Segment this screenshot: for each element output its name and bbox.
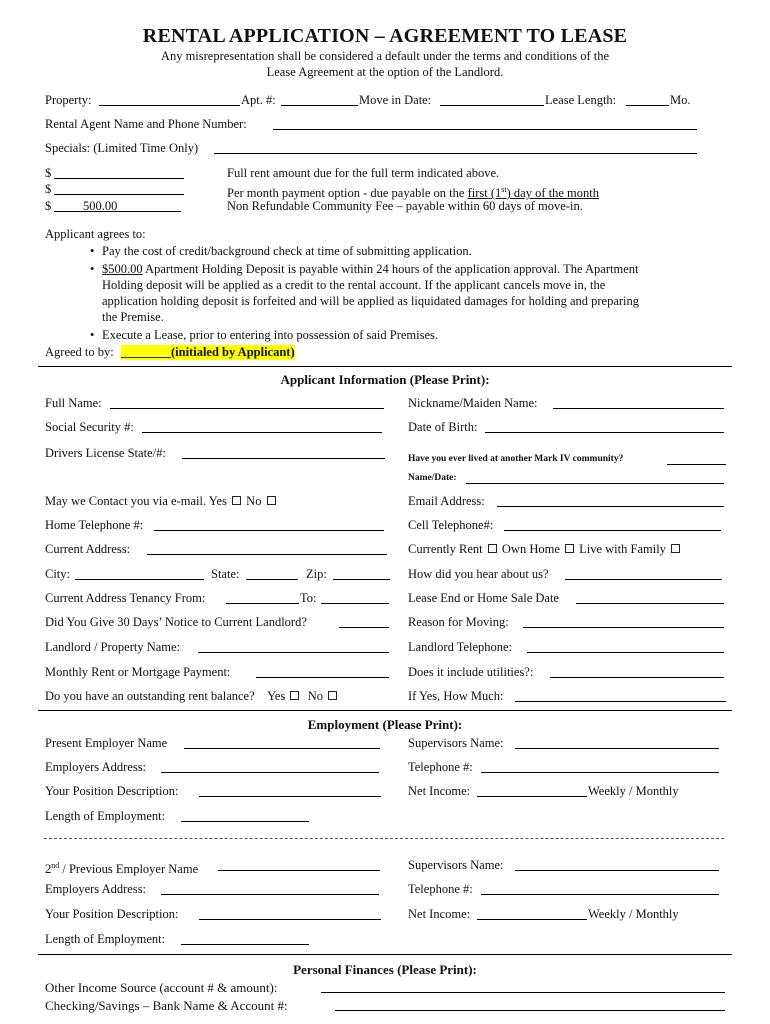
net-income-label-1: Net Income: (408, 784, 471, 798)
subtitle-line-2: Lease Agreement at the option of the Landlord. (266, 65, 504, 79)
st-superscript: st (501, 185, 507, 194)
notice-question: Did You Give 30 Days’ Notice to Current Landlord? (45, 615, 307, 629)
employer-telephone-label-1: Telephone #: (408, 760, 473, 774)
apt-label: Apt. #: (241, 93, 276, 107)
nickname-label: Nickname/Maiden Name: (408, 396, 538, 410)
bullet-2-line-3: application holding deposit is forfeited and will be applied as liquidated damages for holding and preparing (102, 294, 640, 308)
bullet-2-line-1 (102, 262, 638, 277)
position-label-1: Your Position Description: (45, 784, 179, 798)
nickname-field[interactable] (553, 396, 724, 409)
length-employment-label-2: Length of Employment: (45, 932, 166, 946)
section-divider-2 (38, 710, 732, 711)
tenancy-from-label: Current Address Tenancy From: (45, 591, 206, 605)
move-in-label: Move in Date: (359, 93, 432, 107)
per-month-prefix: Per month payment option - due payable on the (227, 186, 468, 201)
checking-savings-label: Checking/Savings – Bank Name & Account #: (45, 998, 288, 1013)
name-date-label: Name/Date: (408, 473, 457, 483)
weekly-monthly-1[interactable]: Weekly / Monthly (588, 784, 679, 798)
bullet-1-dot: • (90, 244, 95, 258)
ssn-label: Social Security #: (45, 420, 134, 434)
outstanding-yes-label: Yes (267, 689, 286, 703)
length-employment-field-2[interactable] (181, 932, 309, 945)
landlord-phone-field[interactable] (527, 640, 724, 653)
landlord-phone-label: Landlord Telephone: (408, 640, 513, 654)
rental-agent-field[interactable] (273, 117, 697, 130)
agreed-by-label: Agreed to by: (45, 345, 114, 359)
bullet-2-line-2: Holding deposit will be applied as a credit to the rental account. If the applicant cancels move in, the (102, 278, 606, 292)
landlord-name-field[interactable] (198, 640, 389, 653)
community-fee-field[interactable] (54, 199, 181, 212)
applicant-info-heading: Applicant Information (Please Print): (280, 372, 490, 387)
supervisor-label-1: Supervisors Name: (408, 736, 504, 750)
length-employment-field-1[interactable] (181, 809, 309, 822)
prev-employer-text: / Previous Employer Name (59, 862, 199, 877)
zip-field[interactable] (333, 567, 390, 580)
how-much-field[interactable] (515, 689, 726, 702)
section-divider-1 (38, 366, 732, 367)
outstanding-text: Do you have an outstanding rent balance? (45, 689, 255, 703)
reason-label: Reason for Moving: (408, 615, 509, 629)
rental-agent-label: Rental Agent Name and Phone Number: (45, 117, 247, 131)
supervisor-field-1[interactable] (515, 736, 719, 749)
how-hear-label: How did you hear about us? (408, 567, 549, 581)
tenancy-to-field[interactable] (321, 591, 389, 604)
email-field[interactable] (497, 494, 724, 507)
dollar-sign-2: $ (45, 182, 52, 196)
own-home-checkbox[interactable] (565, 544, 574, 553)
how-hear-field[interactable] (565, 567, 722, 580)
city-field[interactable] (75, 567, 204, 580)
length-employment-label-1: Length of Employment: (45, 809, 166, 823)
home-phone-label: Home Telephone #: (45, 518, 144, 532)
subtitle-line-1: Any misrepresentation shall be considered a default under the terms and conditions of the (160, 49, 610, 63)
finances-heading: Personal Finances (Please Print): (293, 962, 477, 977)
home-phone-field[interactable] (154, 518, 384, 531)
name-date-field[interactable] (466, 471, 724, 484)
net-income-field-2[interactable] (477, 907, 587, 920)
employer-telephone-field-2[interactable] (481, 882, 719, 895)
community-fee-value: 500.00 (83, 199, 118, 213)
employer-address-field-1[interactable] (161, 760, 379, 773)
dob-label: Date of Birth: (408, 420, 478, 434)
ssn-field[interactable] (142, 420, 382, 433)
email-label: Email Address: (408, 494, 485, 508)
lease-length-label: Lease Length: (545, 93, 617, 107)
outstanding-balance-question (45, 689, 339, 704)
reason-field[interactable] (523, 615, 724, 628)
state-field[interactable] (246, 567, 298, 580)
full-rent-amount-field[interactable] (54, 166, 184, 179)
net-income-field-1[interactable] (477, 784, 587, 797)
email-contact-text: May we Contact you via e-mail. Yes (45, 494, 227, 508)
live-family-checkbox[interactable] (671, 544, 680, 553)
bullet-3-text: Execute a Lease, prior to entering into possession of said Premises. (102, 328, 439, 342)
live-family-label: Live with Family (579, 542, 666, 556)
dollar-sign-1: $ (45, 166, 52, 180)
monthly-rent-label: Monthly Rent or Mortgage Payment: (45, 665, 231, 679)
previous-employer-field[interactable] (218, 858, 380, 871)
lease-end-field[interactable] (576, 591, 724, 604)
cell-phone-field[interactable] (504, 518, 721, 531)
net-income-label-2: Net Income: (408, 907, 471, 921)
currently-rent-label: Currently Rent (408, 542, 483, 556)
weekly-monthly-2[interactable]: Weekly / Monthly (588, 907, 679, 921)
own-home-label: Own Home (501, 542, 560, 556)
full-name-field[interactable] (110, 396, 384, 409)
prev-nd-superscript: nd (51, 861, 60, 870)
property-label: Property: (45, 93, 92, 107)
current-address-label: Current Address: (45, 542, 131, 556)
email-contact-no-checkbox[interactable] (267, 496, 276, 505)
employer-address-field-2[interactable] (161, 882, 379, 895)
employer-divider (44, 838, 724, 839)
initials-field[interactable]: ________(initialed by Applicant) (121, 345, 295, 359)
lease-end-label: Lease End or Home Sale Date (408, 591, 559, 605)
bullet-2-line-1-text: Apartment Holding Deposit is payable within 24 hours of the application approval. The Apartment (142, 262, 639, 276)
utilities-label: Does it include utilities?: (408, 665, 534, 679)
employer-address-label-1: Employers Address: (45, 760, 147, 774)
employer-address-label-2: Employers Address: (45, 882, 147, 896)
state-label: State: (211, 567, 240, 581)
drivers-license-field[interactable] (182, 446, 385, 459)
cell-phone-label: Cell Telephone#: (408, 518, 494, 532)
other-income-label: Other Income Source (account # & amount): (45, 980, 278, 995)
present-employer-field[interactable] (184, 736, 380, 749)
bullet-3-dot: • (90, 328, 95, 342)
mark-iv-field[interactable] (667, 452, 726, 465)
per-month-suffix: ) day of the month (506, 186, 599, 201)
lease-length-field[interactable] (626, 93, 669, 106)
holding-deposit-amount: $500.00 (102, 262, 143, 276)
months-label: Mo. (670, 93, 691, 107)
landlord-name-label: Landlord / Property Name: (45, 640, 181, 654)
mark-iv-question: Have you ever lived at another Mark IV community? (408, 454, 624, 464)
previous-employer-label (45, 858, 198, 877)
first-text: first (1 (467, 186, 502, 201)
full-name-label: Full Name: (45, 396, 102, 410)
position-field-1[interactable] (199, 784, 381, 797)
form-title: RENTAL APPLICATION – AGREEMENT TO LEASE (142, 25, 628, 47)
currently-rent-checkbox[interactable] (488, 544, 497, 553)
employment-heading: Employment (Please Print): (307, 717, 463, 732)
current-address-field[interactable] (147, 542, 387, 555)
dob-field[interactable] (485, 420, 724, 433)
employer-telephone-field-1[interactable] (481, 760, 719, 773)
specials-label: Specials: (Limited Time Only) (45, 141, 199, 155)
supervisor-label-2: Supervisors Name: (408, 858, 504, 872)
position-label-2: Your Position Description: (45, 907, 179, 921)
tenancy-to-label: To: (300, 591, 317, 605)
email-contact-question (45, 494, 278, 509)
other-income-field[interactable] (321, 980, 725, 993)
email-contact-yes-checkbox[interactable] (232, 496, 241, 505)
section-divider-3 (38, 954, 732, 955)
prev-number: 2 (45, 862, 52, 877)
checking-savings-field[interactable] (335, 998, 725, 1011)
community-fee-text: Non Refundable Community Fee – payable within 60 days of move-in. (227, 199, 583, 213)
per-month-amount-field[interactable] (54, 182, 184, 195)
zip-label: Zip: (306, 567, 327, 581)
apt-field[interactable] (281, 93, 358, 106)
position-field-2[interactable] (199, 907, 381, 920)
city-label: City: (45, 567, 71, 581)
employer-telephone-label-2: Telephone #: (408, 882, 473, 896)
property-field[interactable] (99, 93, 240, 106)
tenancy-from-field[interactable] (226, 591, 299, 604)
outstanding-no-checkbox[interactable] (328, 691, 337, 700)
notice-field[interactable] (339, 615, 389, 628)
email-contact-no-label: No (246, 494, 262, 508)
supervisor-field-2[interactable] (515, 858, 719, 871)
applicant-agrees-heading: Applicant agrees to: (45, 227, 146, 241)
utilities-field[interactable] (550, 665, 724, 678)
how-much-label: If Yes, How Much: (408, 689, 504, 703)
outstanding-no-label: No (307, 689, 324, 703)
bullet-1-text: Pay the cost of credit/background check at time of submitting application. (102, 244, 472, 258)
full-rent-text: Full rent amount due for the full term indicated above. (227, 166, 500, 180)
present-employer-label: Present Employer Name (45, 736, 168, 750)
move-in-field[interactable] (440, 93, 544, 106)
outstanding-yes-checkbox[interactable] (290, 691, 299, 700)
housing-status (408, 542, 682, 557)
specials-field[interactable] (214, 141, 697, 154)
bullet-2-dot: • (90, 262, 95, 276)
drivers-license-label: Drivers License State/#: (45, 446, 166, 460)
monthly-rent-field[interactable] (256, 665, 389, 678)
dollar-sign-3: $ (45, 199, 52, 213)
bullet-2-line-4: the Premise. (102, 310, 164, 324)
